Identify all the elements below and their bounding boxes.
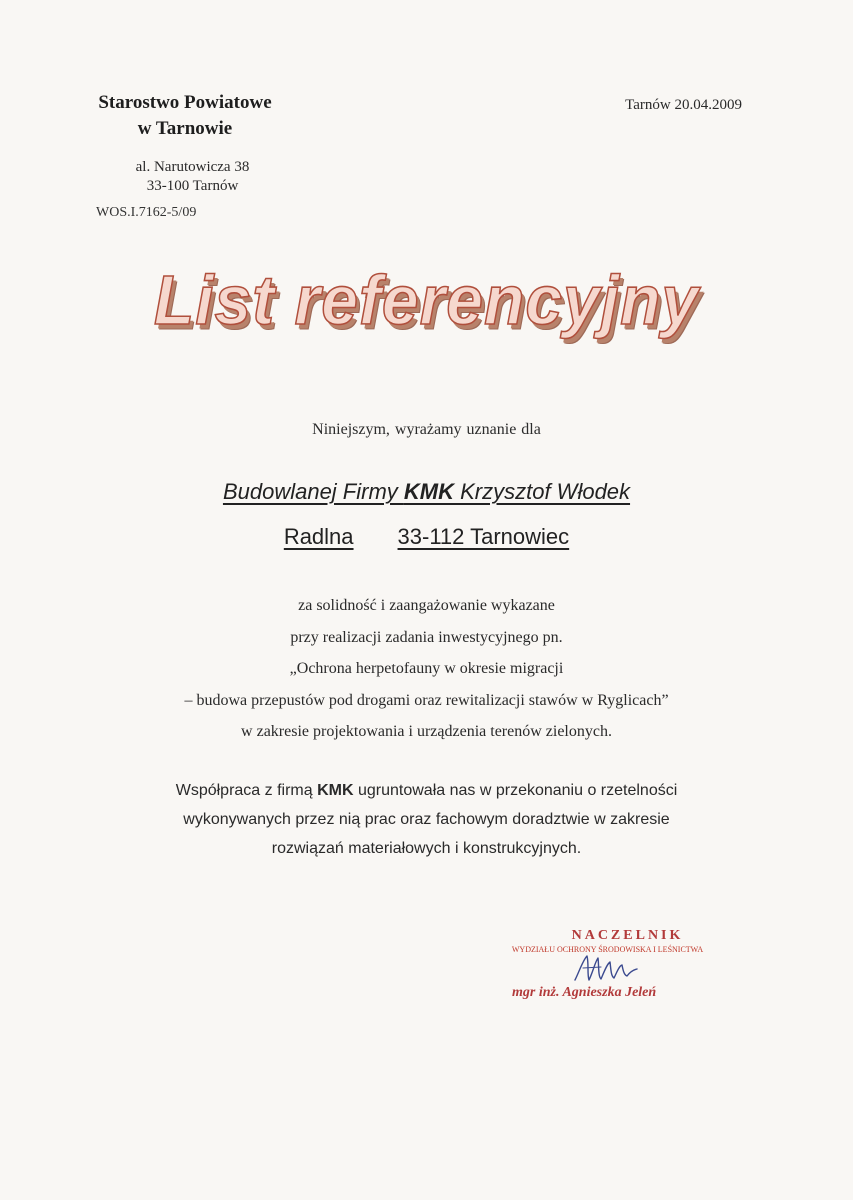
closing-prefix: Współpraca z firmą	[175, 782, 318, 799]
closing-bold: KMK	[317, 782, 354, 799]
reference-number: WOS.I.7162-5/09	[96, 205, 197, 220]
company-name-suffix: Krzysztof Włodek	[454, 479, 631, 504]
letter-date: Tarnów 20.04.2009	[625, 97, 742, 113]
body-line-1: za solidność i zaangażowanie wykazane	[298, 597, 555, 614]
recipient-address	[0, 524, 853, 550]
address-street: al. Narutowicza 38	[135, 159, 250, 175]
closing-paragraph	[0, 776, 853, 863]
issuer-block	[70, 90, 300, 142]
title-block	[0, 262, 853, 338]
stamp-title: NACZELNIK	[571, 928, 684, 943]
body-line-2: przy realizacji zadania inwestycyjnego pn.	[290, 628, 563, 646]
closing-line-1	[0, 776, 853, 805]
letter-title: List referencyjny	[153, 261, 700, 339]
recipient-company	[0, 479, 853, 505]
recipient-postal: 33-112 Tarnowiec	[397, 524, 570, 549]
signatory-name: mgr inż. Agnieszka Jeleń	[512, 985, 657, 1000]
body-line-5: w zakresie projektowania i urządzenia terenów zielonych.	[241, 723, 612, 740]
closing-suffix: ugruntowała nas w przekonaniu o rzetelności	[353, 782, 678, 799]
stamp-department: WYDZIAŁU OCHRONY ŚRODOWISKA I LEŚNICTWA	[511, 945, 704, 954]
company-name-prefix: Budowlanej Firmy	[222, 479, 404, 504]
closing-line-3: rozwiązań materiałowych i konstrukcyjnych.	[271, 840, 582, 857]
recipient-place: Radlna	[283, 524, 354, 549]
handwritten-signature	[571, 950, 641, 986]
issuer-name-line1: Starostwo Powiatowe	[98, 92, 272, 113]
issuer-address	[100, 158, 285, 196]
address-city: 33-100 Tarnów	[146, 178, 239, 194]
body-line-3: „Ochrona herpetofauny w okresie migracji	[289, 660, 564, 677]
body-paragraph	[0, 590, 853, 748]
intro-line: Niniejszym, wyrażamy uznanie dla	[312, 421, 541, 438]
issuer-name-line2: w Tarnowie	[137, 118, 233, 139]
company-name-bold: KMK	[403, 479, 454, 504]
closing-line-2: wykonywanych przez nią prac oraz fachowym doradztwie w zakresie	[183, 811, 670, 828]
body-line-4: – budowa przepustów pod drogami oraz rewitalizacji stawów w Ryglicach”	[184, 691, 669, 709]
